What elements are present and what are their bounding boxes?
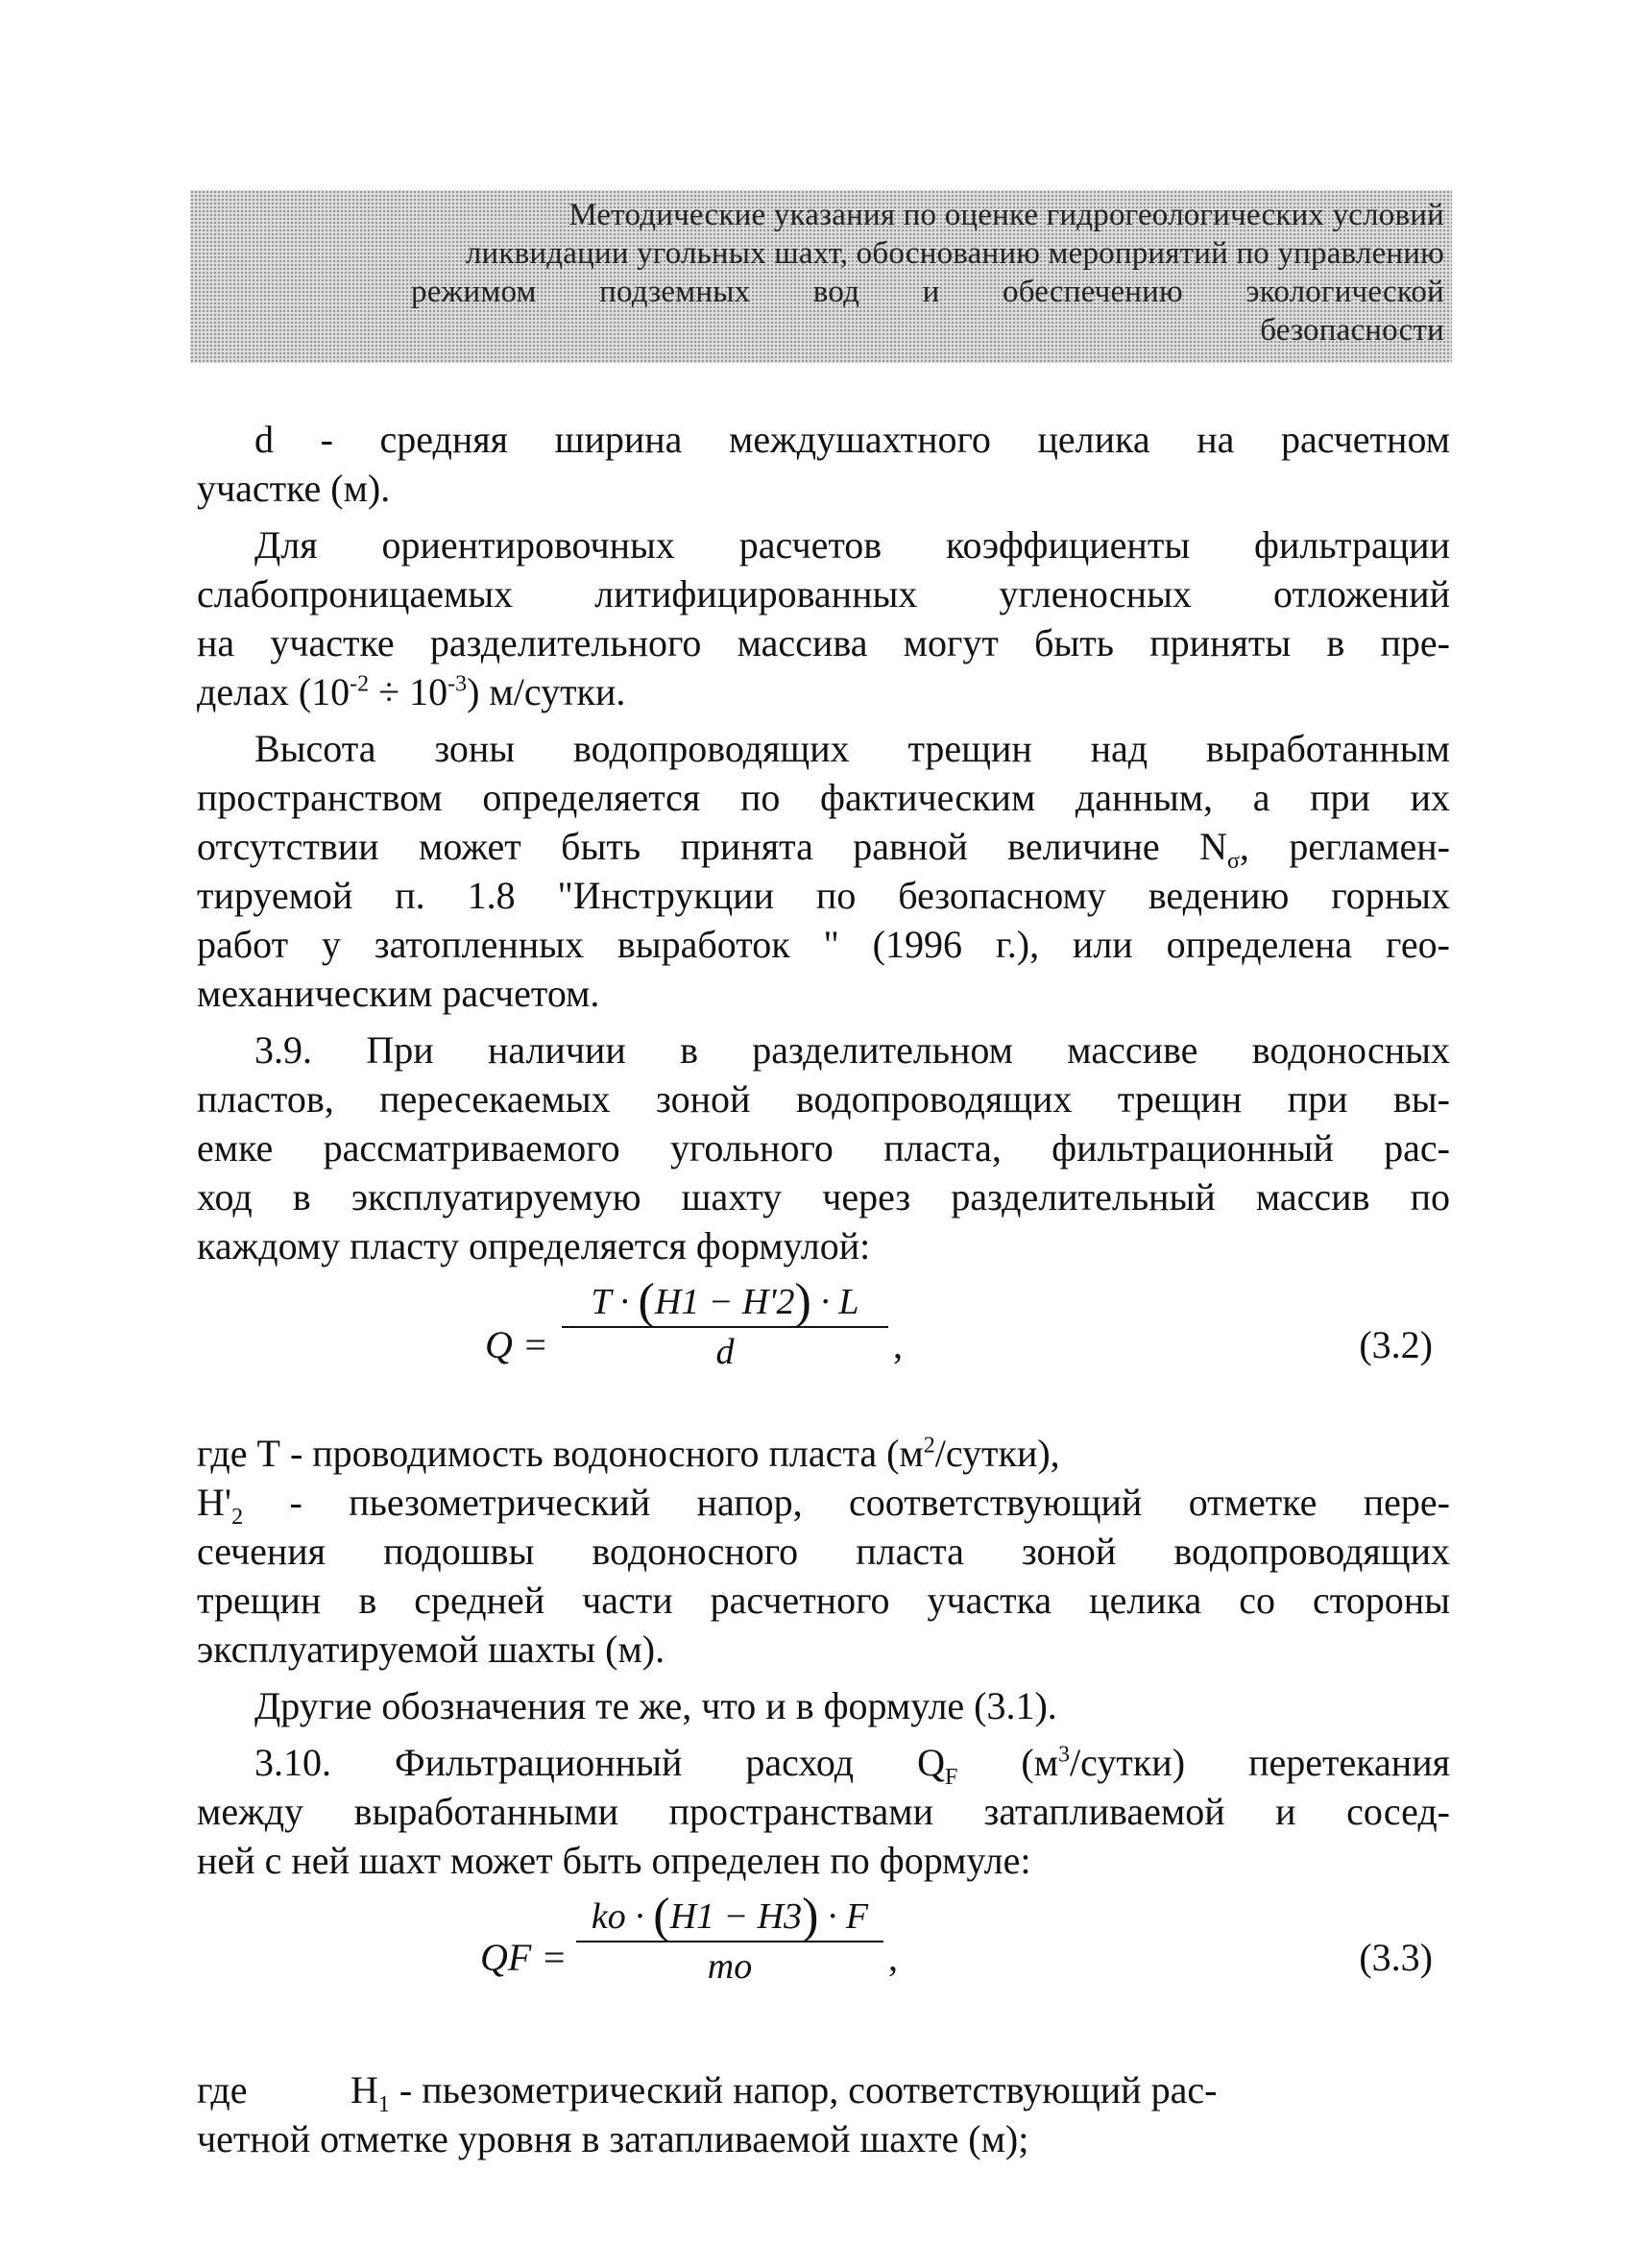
text-line: трещин в средней части расчетного участка целика со стороны <box>197 1579 1450 1622</box>
subscript: σ <box>1226 849 1240 874</box>
formula-fraction <box>576 1889 883 1991</box>
paragraph-other-notation <box>197 1681 1450 1730</box>
text-line <box>197 1429 1450 1478</box>
paragraph-d-definition <box>197 415 1450 513</box>
text-line <box>197 1738 1451 1790</box>
text-line <box>197 667 1450 716</box>
text-line: Высота зоны водопроводящих трещин над выработанным <box>254 727 1450 770</box>
text-line: каждому пласту определяется формулой: <box>197 1224 871 1267</box>
formula-comma: , <box>893 1323 903 1366</box>
formula-3-2 <box>197 1274 1450 1417</box>
text-line: эксплуатируемой шахты (м). <box>197 1628 665 1671</box>
text-line: ней с ней шахт может быть определен по формуле: <box>197 1839 1031 1882</box>
paragraph-crack-zone-height <box>197 724 1450 1018</box>
text-line <box>197 822 1450 874</box>
text-line: сечения подошвы водоносного пласта зоной водопроводящих <box>197 1530 1450 1573</box>
formula-paren: ) <box>794 1274 811 1329</box>
header-line-2: ликвидации угольных шахт, обоснованию мероприятий по управлению <box>465 236 1444 271</box>
text-fragment: ) м/сутки. <box>467 670 626 713</box>
header-line-3: режимом подземных вод и обеспечению экологической <box>411 275 1444 309</box>
formula-lhs: Q = <box>485 1323 548 1366</box>
text-line: Другие обозначения те же, что и в формуле (3.1). <box>254 1684 1057 1727</box>
text-line: пространством определяется по фактическим данным, а при их <box>197 776 1450 819</box>
subscript: 2 <box>231 1505 244 1530</box>
text-line: Для ориентировочных расчетов коэффициенты фильтрации <box>254 523 1450 567</box>
formula-term: ko · <box>591 1896 654 1937</box>
formula-paren: ( <box>638 1274 655 1329</box>
text-line: между выработанными пространствами затапливаемой и сосед- <box>197 1790 1450 1833</box>
where-label: где <box>197 2068 248 2111</box>
formula-term: · F <box>818 1896 869 1937</box>
text-fragment: /сутки), <box>934 1432 1060 1475</box>
text-line: работ у затопленных выработок " (1996 г.), или определена гео- <box>197 923 1450 966</box>
page-body <box>197 415 1450 2171</box>
subscript: 1 <box>377 2092 390 2117</box>
paragraph-section-3-10 <box>197 1738 1450 1885</box>
equation-number: (3.2) <box>1359 1323 1433 1366</box>
superscript: -2 <box>350 671 370 697</box>
text-line: четной отметке уровня в затапливаемой шахте (м); <box>197 2117 1029 2160</box>
text-line: d - средняя ширина междушахтного целика на расчетном <box>254 418 1450 461</box>
text-fragment: - пьезометрический напор, соответствующий рас- <box>389 2068 1218 2111</box>
text-fragment: (м <box>957 1741 1059 1784</box>
superscript: -3 <box>447 671 468 697</box>
text-fragment: - пьезометрический напор, соответствующий отметке пере- <box>243 1481 1450 1524</box>
text-fragment: H <box>351 2068 378 2111</box>
formula-term: H1 − H3 <box>669 1896 803 1937</box>
paragraph-h1-definition <box>197 2065 1450 2163</box>
formula-term: T · <box>591 1282 639 1322</box>
text-line: на участке разделительного массива могут быть приняты в пре- <box>197 621 1450 664</box>
formula-numerator <box>591 1889 869 1943</box>
text-line: механическим расчетом. <box>197 972 600 1015</box>
text-fragment: /сутки) перетекания <box>1070 1741 1451 1784</box>
formula-term: H1 − H'2 <box>654 1282 795 1322</box>
formula-paren: ( <box>653 1889 670 1943</box>
paragraph-where-definitions <box>197 1429 1450 1674</box>
text-fragment: отсутствии может быть принята равной величине N <box>197 825 1227 868</box>
text-line: участке (м). <box>197 467 391 510</box>
text-fragment: Н' <box>197 1481 232 1524</box>
paragraph-filtration-coefficients <box>197 520 1450 716</box>
superscript: 2 <box>923 1433 935 1459</box>
text-fragment: , регламен- <box>1239 825 1450 868</box>
text-fragment: где Т - проводимость водоносного пласта (м <box>197 1432 924 1475</box>
superscript: 3 <box>1058 1742 1071 1768</box>
formula-denominator: d <box>715 1332 735 1372</box>
equation-number: (3.3) <box>1359 1936 1433 1979</box>
formula-term: · L <box>810 1282 859 1322</box>
text-line <box>197 2065 1450 2117</box>
text-line: емке рассматриваемого угольного пласта, фильтрационный рас- <box>197 1126 1450 1170</box>
header-line-1: Методические указания по оценке гидрогеологических условий <box>568 198 1444 232</box>
text-line: пластов, пересекаемых зоной водопроводящих трещин при вы- <box>197 1077 1450 1121</box>
formula-lhs: QF = <box>480 1936 568 1979</box>
formula-paren: ) <box>802 1889 819 1943</box>
text-line: ход в эксплуатируемую шахту через разделительный массив по <box>197 1175 1450 1218</box>
formula-numerator <box>591 1274 859 1329</box>
text-fragment: ÷ 10 <box>369 670 448 713</box>
text-line <box>197 1478 1450 1530</box>
formula-fraction <box>562 1274 888 1376</box>
header-line-4: безопасности <box>1260 313 1444 348</box>
formula-3-3 <box>197 1889 1450 2037</box>
subscript: F <box>945 1765 958 1790</box>
paragraph-section-3-9 <box>197 1025 1450 1270</box>
text-line: 3.9. При наличии в разделительном массиве водоносных <box>254 1028 1450 1072</box>
text-line: тируемой п. 1.8 "Инструкции по безопасному ведению горных <box>197 874 1450 917</box>
document-header-banner <box>190 190 1452 363</box>
text-fragment: 3.10. Фильтрационный расход Q <box>254 1741 945 1784</box>
formula-denominator: mo <box>707 1946 753 1987</box>
text-fragment <box>351 2065 1218 2117</box>
text-fragment: делах (10 <box>197 670 351 713</box>
text-line: слабопроницаемых литифицированных угленосных отложений <box>197 572 1450 615</box>
formula-comma: , <box>888 1936 898 1979</box>
